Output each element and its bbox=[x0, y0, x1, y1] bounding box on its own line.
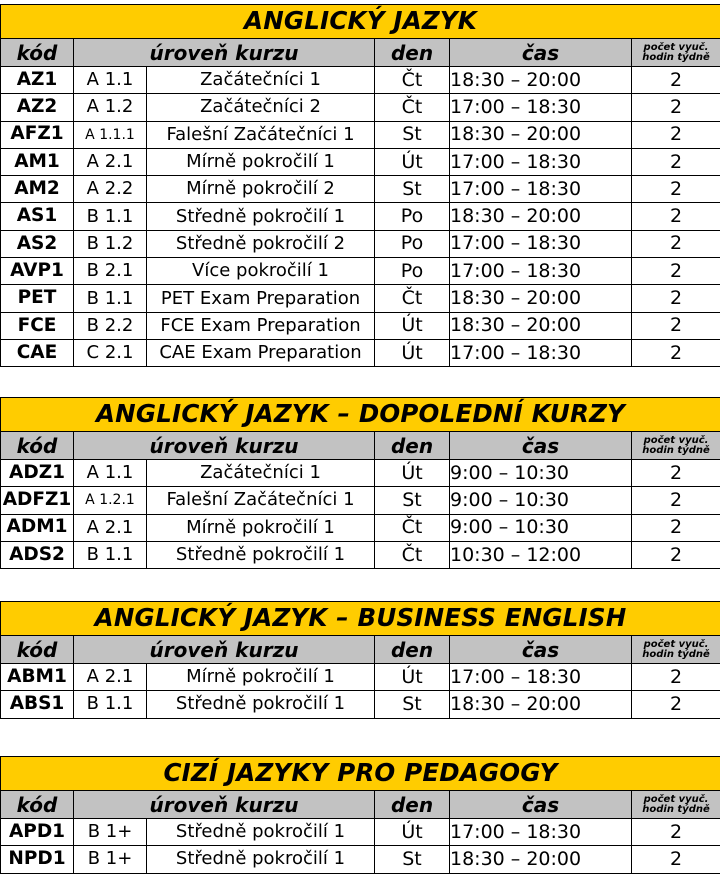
course-time: 9:00 – 10:30 bbox=[450, 460, 632, 487]
course-day: Út bbox=[375, 664, 450, 691]
course-code: AS1 bbox=[1, 203, 74, 230]
course-time: 18:30 – 20:00 bbox=[450, 312, 632, 339]
header-hours-line2: hodin týdně bbox=[642, 804, 710, 815]
table-row bbox=[1, 285, 720, 312]
course-code: ADS2 bbox=[1, 541, 74, 568]
course-time: 17:00 – 18:30 bbox=[450, 258, 632, 285]
course-section bbox=[0, 756, 720, 874]
course-hours: 2 bbox=[632, 487, 720, 514]
course-code: AS2 bbox=[1, 230, 74, 257]
course-day: Út bbox=[375, 312, 450, 339]
header-code: kód bbox=[1, 432, 74, 460]
course-hours: 2 bbox=[632, 121, 720, 148]
section-title: ANGLICKÝ JAZYK bbox=[1, 5, 720, 39]
course-name: Středně pokročilí 2 bbox=[147, 230, 375, 257]
course-level: B 1.1 bbox=[74, 691, 147, 718]
course-day: Út bbox=[375, 148, 450, 175]
course-day: St bbox=[375, 121, 450, 148]
course-hours: 2 bbox=[632, 258, 720, 285]
course-code: APD1 bbox=[1, 819, 74, 846]
header-hours-line2: hodin týdně bbox=[642, 445, 710, 456]
course-hours: 2 bbox=[632, 846, 720, 873]
course-name: FCE Exam Preparation bbox=[147, 312, 375, 339]
course-code: ADFZ1 bbox=[1, 487, 74, 514]
table-row bbox=[1, 121, 720, 148]
course-day: Čt bbox=[375, 514, 450, 541]
table-row bbox=[1, 203, 720, 230]
table-row bbox=[1, 514, 720, 541]
course-hours: 2 bbox=[632, 285, 720, 312]
table-header-row bbox=[1, 39, 720, 67]
course-day: St bbox=[375, 846, 450, 873]
course-time: 17:00 – 18:30 bbox=[450, 94, 632, 121]
course-code: ADM1 bbox=[1, 514, 74, 541]
course-level: B 2.1 bbox=[74, 258, 147, 285]
course-name: Mírně pokročilí 2 bbox=[147, 176, 375, 203]
course-level: A 1.1.1 bbox=[74, 121, 147, 148]
course-code: FCE bbox=[1, 312, 74, 339]
course-level: B 1+ bbox=[74, 846, 147, 873]
course-hours: 2 bbox=[632, 148, 720, 175]
course-time: 18:30 – 20:00 bbox=[450, 691, 632, 718]
course-level: A 1.1 bbox=[74, 460, 147, 487]
header-level: úroveň kurzu bbox=[74, 432, 375, 460]
section-title-row bbox=[1, 757, 720, 791]
course-time: 17:00 – 18:30 bbox=[450, 819, 632, 846]
course-hours: 2 bbox=[632, 819, 720, 846]
table-row bbox=[1, 339, 720, 366]
course-name: Středně pokročilí 1 bbox=[147, 819, 375, 846]
course-name: Středně pokročilí 1 bbox=[147, 691, 375, 718]
course-level: C 2.1 bbox=[74, 339, 147, 366]
header-code: kód bbox=[1, 39, 74, 67]
course-time: 17:00 – 18:30 bbox=[450, 664, 632, 691]
course-code: ABS1 bbox=[1, 691, 74, 718]
header-hours-line2: hodin týdně bbox=[642, 52, 710, 63]
course-name: Falešní Začátečníci 1 bbox=[147, 487, 375, 514]
section-title: ANGLICKÝ JAZYK – DOPOLEDNÍ KURZY bbox=[1, 398, 720, 432]
course-section bbox=[0, 601, 720, 719]
header-hours bbox=[632, 791, 720, 819]
table-row bbox=[1, 460, 720, 487]
course-hours: 2 bbox=[632, 514, 720, 541]
course-day: Po bbox=[375, 230, 450, 257]
header-day: den bbox=[375, 636, 450, 664]
course-code: NPD1 bbox=[1, 846, 74, 873]
course-name: Mírně pokročilí 1 bbox=[147, 514, 375, 541]
header-time: čas bbox=[450, 39, 632, 67]
course-day: Po bbox=[375, 258, 450, 285]
course-code: AZ2 bbox=[1, 94, 74, 121]
course-table bbox=[0, 756, 720, 874]
header-level: úroveň kurzu bbox=[74, 791, 375, 819]
header-hours bbox=[632, 432, 720, 460]
course-level: B 1.1 bbox=[74, 203, 147, 230]
course-level: B 2.2 bbox=[74, 312, 147, 339]
course-time: 18:30 – 20:00 bbox=[450, 285, 632, 312]
course-time: 17:00 – 18:30 bbox=[450, 339, 632, 366]
course-time: 18:30 – 20:00 bbox=[450, 67, 632, 94]
header-hours bbox=[632, 636, 720, 664]
course-level: A 2.1 bbox=[74, 664, 147, 691]
header-hours-line1: počet vyuč. bbox=[644, 435, 709, 446]
course-time: 17:00 – 18:30 bbox=[450, 148, 632, 175]
table-row bbox=[1, 176, 720, 203]
header-day: den bbox=[375, 791, 450, 819]
course-time: 9:00 – 10:30 bbox=[450, 487, 632, 514]
course-time: 17:00 – 18:30 bbox=[450, 230, 632, 257]
table-row bbox=[1, 258, 720, 285]
course-time: 18:30 – 20:00 bbox=[450, 846, 632, 873]
header-level: úroveň kurzu bbox=[74, 39, 375, 67]
section-title-row bbox=[1, 602, 720, 636]
table-row bbox=[1, 487, 720, 514]
header-hours bbox=[632, 39, 720, 67]
course-hours: 2 bbox=[632, 67, 720, 94]
header-code: kód bbox=[1, 636, 74, 664]
table-row bbox=[1, 819, 720, 846]
course-code: AZ1 bbox=[1, 67, 74, 94]
course-hours: 2 bbox=[632, 94, 720, 121]
table-row bbox=[1, 664, 720, 691]
course-time: 18:30 – 20:00 bbox=[450, 121, 632, 148]
course-day: Čt bbox=[375, 67, 450, 94]
course-name: Středně pokročilí 1 bbox=[147, 203, 375, 230]
course-name: CAE Exam Preparation bbox=[147, 339, 375, 366]
table-header-row bbox=[1, 636, 720, 664]
header-time: čas bbox=[450, 791, 632, 819]
course-name: Začátečníci 2 bbox=[147, 94, 375, 121]
course-day: Čt bbox=[375, 94, 450, 121]
table-row bbox=[1, 148, 720, 175]
course-code: AVP1 bbox=[1, 258, 74, 285]
course-level: A 1.1 bbox=[74, 67, 147, 94]
table-row bbox=[1, 312, 720, 339]
course-name: Mírně pokročilí 1 bbox=[147, 664, 375, 691]
header-hours-line1: počet vyuč. bbox=[644, 42, 709, 53]
course-time: 9:00 – 10:30 bbox=[450, 514, 632, 541]
table-row bbox=[1, 94, 720, 121]
header-code: kód bbox=[1, 791, 74, 819]
course-code: ABM1 bbox=[1, 664, 74, 691]
course-name: Více pokročilí 1 bbox=[147, 258, 375, 285]
course-hours: 2 bbox=[632, 312, 720, 339]
header-hours-line1: počet vyuč. bbox=[644, 639, 709, 650]
table-row bbox=[1, 846, 720, 873]
course-day: Čt bbox=[375, 541, 450, 568]
table-row bbox=[1, 230, 720, 257]
course-level: B 1+ bbox=[74, 819, 147, 846]
course-code: AM2 bbox=[1, 176, 74, 203]
header-level: úroveň kurzu bbox=[74, 636, 375, 664]
table-row bbox=[1, 691, 720, 718]
course-name: Středně pokročilí 1 bbox=[147, 541, 375, 568]
course-name: PET Exam Preparation bbox=[147, 285, 375, 312]
course-level: A 2.2 bbox=[74, 176, 147, 203]
header-day: den bbox=[375, 39, 450, 67]
course-code: AM1 bbox=[1, 148, 74, 175]
course-name: Falešní Začátečníci 1 bbox=[147, 121, 375, 148]
course-section bbox=[0, 4, 720, 367]
table-header-row bbox=[1, 791, 720, 819]
course-table bbox=[0, 397, 720, 569]
section-title: ANGLICKÝ JAZYK – BUSINESS ENGLISH bbox=[1, 602, 720, 636]
section-title: CIZÍ JAZYKY PRO PEDAGOGY bbox=[1, 757, 720, 791]
course-time: 18:30 – 20:00 bbox=[450, 203, 632, 230]
course-hours: 2 bbox=[632, 176, 720, 203]
table-row bbox=[1, 541, 720, 568]
course-hours: 2 bbox=[632, 541, 720, 568]
course-section bbox=[0, 397, 720, 569]
course-table bbox=[0, 601, 720, 719]
course-hours: 2 bbox=[632, 664, 720, 691]
header-hours-line2: hodin týdně bbox=[642, 649, 710, 660]
header-hours-line1: počet vyuč. bbox=[644, 794, 709, 805]
course-level: A 2.1 bbox=[74, 148, 147, 175]
course-table bbox=[0, 4, 720, 367]
header-time: čas bbox=[450, 432, 632, 460]
course-day: Út bbox=[375, 460, 450, 487]
section-title-row bbox=[1, 5, 720, 39]
course-level: B 1.1 bbox=[74, 541, 147, 568]
course-code: ADZ1 bbox=[1, 460, 74, 487]
course-day: St bbox=[375, 691, 450, 718]
course-hours: 2 bbox=[632, 339, 720, 366]
course-hours: 2 bbox=[632, 230, 720, 257]
course-time: 10:30 – 12:00 bbox=[450, 541, 632, 568]
course-name: Středně pokročilí 1 bbox=[147, 846, 375, 873]
table-header-row bbox=[1, 432, 720, 460]
course-day: Po bbox=[375, 203, 450, 230]
course-name: Začátečníci 1 bbox=[147, 460, 375, 487]
course-hours: 2 bbox=[632, 691, 720, 718]
course-level: B 1.1 bbox=[74, 285, 147, 312]
section-title-row bbox=[1, 398, 720, 432]
header-day: den bbox=[375, 432, 450, 460]
course-day: St bbox=[375, 487, 450, 514]
course-day: St bbox=[375, 176, 450, 203]
course-name: Začátečníci 1 bbox=[147, 67, 375, 94]
header-time: čas bbox=[450, 636, 632, 664]
course-name: Mírně pokročilí 1 bbox=[147, 148, 375, 175]
table-row bbox=[1, 67, 720, 94]
course-day: Út bbox=[375, 339, 450, 366]
course-level: A 2.1 bbox=[74, 514, 147, 541]
course-day: Út bbox=[375, 819, 450, 846]
course-hours: 2 bbox=[632, 203, 720, 230]
course-code: AFZ1 bbox=[1, 121, 74, 148]
course-level: A 1.2.1 bbox=[74, 487, 147, 514]
course-code: PET bbox=[1, 285, 74, 312]
course-level: B 1.2 bbox=[74, 230, 147, 257]
course-code: CAE bbox=[1, 339, 74, 366]
course-time: 17:00 – 18:30 bbox=[450, 176, 632, 203]
course-level: A 1.2 bbox=[74, 94, 147, 121]
course-hours: 2 bbox=[632, 460, 720, 487]
course-day: Čt bbox=[375, 285, 450, 312]
